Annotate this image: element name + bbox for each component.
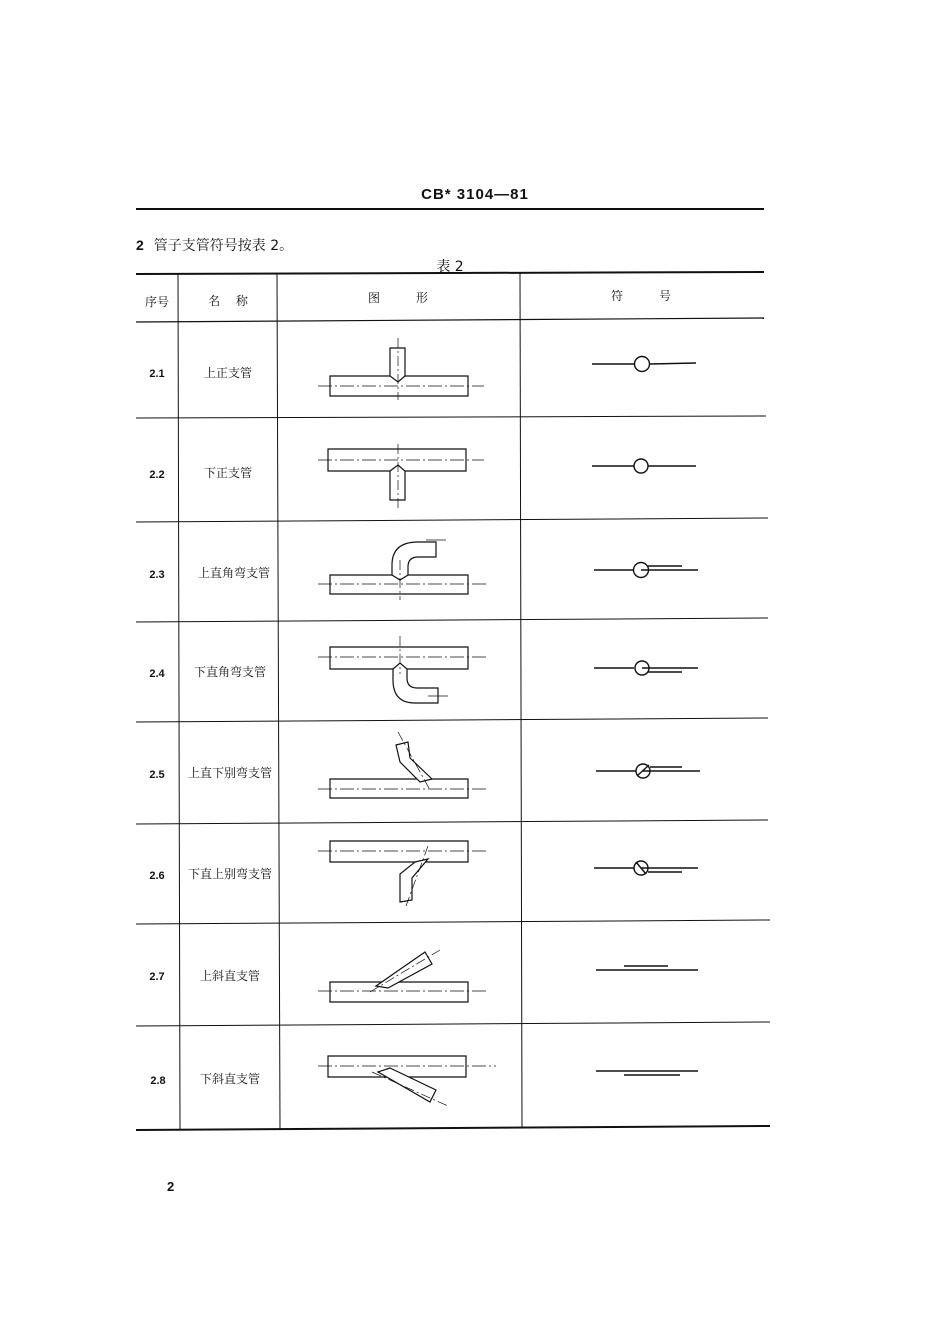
header-figure: 图 形 <box>367 291 429 305</box>
row-index: 2.1 <box>149 368 165 380</box>
branch-up-kinked-figure <box>318 732 486 798</box>
row-name: 下直上别弯支管 <box>187 867 273 881</box>
line-with-lower-offset-symbol <box>596 1071 698 1075</box>
row-index: 2.5 <box>149 769 165 781</box>
circle-through-line-symbol <box>592 459 696 473</box>
branch-down-tee-figure <box>318 444 484 508</box>
standard-code: CB* 3104—81 <box>421 186 529 203</box>
row-index: 2.2 <box>149 469 165 481</box>
circle-with-offset-line-symbol <box>594 661 698 675</box>
circle-with-offset-line-symbol <box>594 563 698 578</box>
row-name: 上斜直支管 <box>199 969 261 983</box>
row-name: 下正支管 <box>203 466 253 480</box>
page-number: 2 <box>167 1179 175 1194</box>
slashed-circle-offset-line-symbol <box>596 764 700 778</box>
row-name: 上直角弯支管 <box>197 566 271 580</box>
row-name: 上正支管 <box>203 366 253 380</box>
branch-up-tee-figure <box>318 338 484 400</box>
section-number: 2 <box>136 237 144 253</box>
circle-through-line-symbol <box>592 357 696 372</box>
row-name: 下直角弯支管 <box>193 665 267 679</box>
branch-down-kinked-figure <box>318 841 486 906</box>
row-index: 2.4 <box>149 668 165 680</box>
row-index: 2.7 <box>149 971 165 983</box>
branch-up-right-angle-bend-figure <box>318 540 486 600</box>
line-with-upper-offset-symbol <box>596 966 698 970</box>
header-symbol: 符 号 <box>610 289 672 303</box>
branch-up-oblique-figure <box>318 950 486 1002</box>
row-index: 2.6 <box>149 870 165 882</box>
branch-down-oblique-figure <box>318 1056 496 1106</box>
row-name: 上直下别弯支管 <box>187 766 273 780</box>
row-name: 下斜直支管 <box>199 1072 261 1086</box>
table-caption: 表 2 <box>436 259 464 275</box>
intro-text: 管子支管符号按表 2。 <box>153 238 294 254</box>
row-index: 2.3 <box>149 569 165 581</box>
slashed-circle-offset-line-symbol <box>594 861 698 875</box>
branch-down-right-angle-bend-figure <box>318 636 486 703</box>
row-index: 2.8 <box>150 1075 166 1087</box>
header-index: 序号 <box>144 295 170 309</box>
header-name: 名 称 <box>208 294 248 308</box>
